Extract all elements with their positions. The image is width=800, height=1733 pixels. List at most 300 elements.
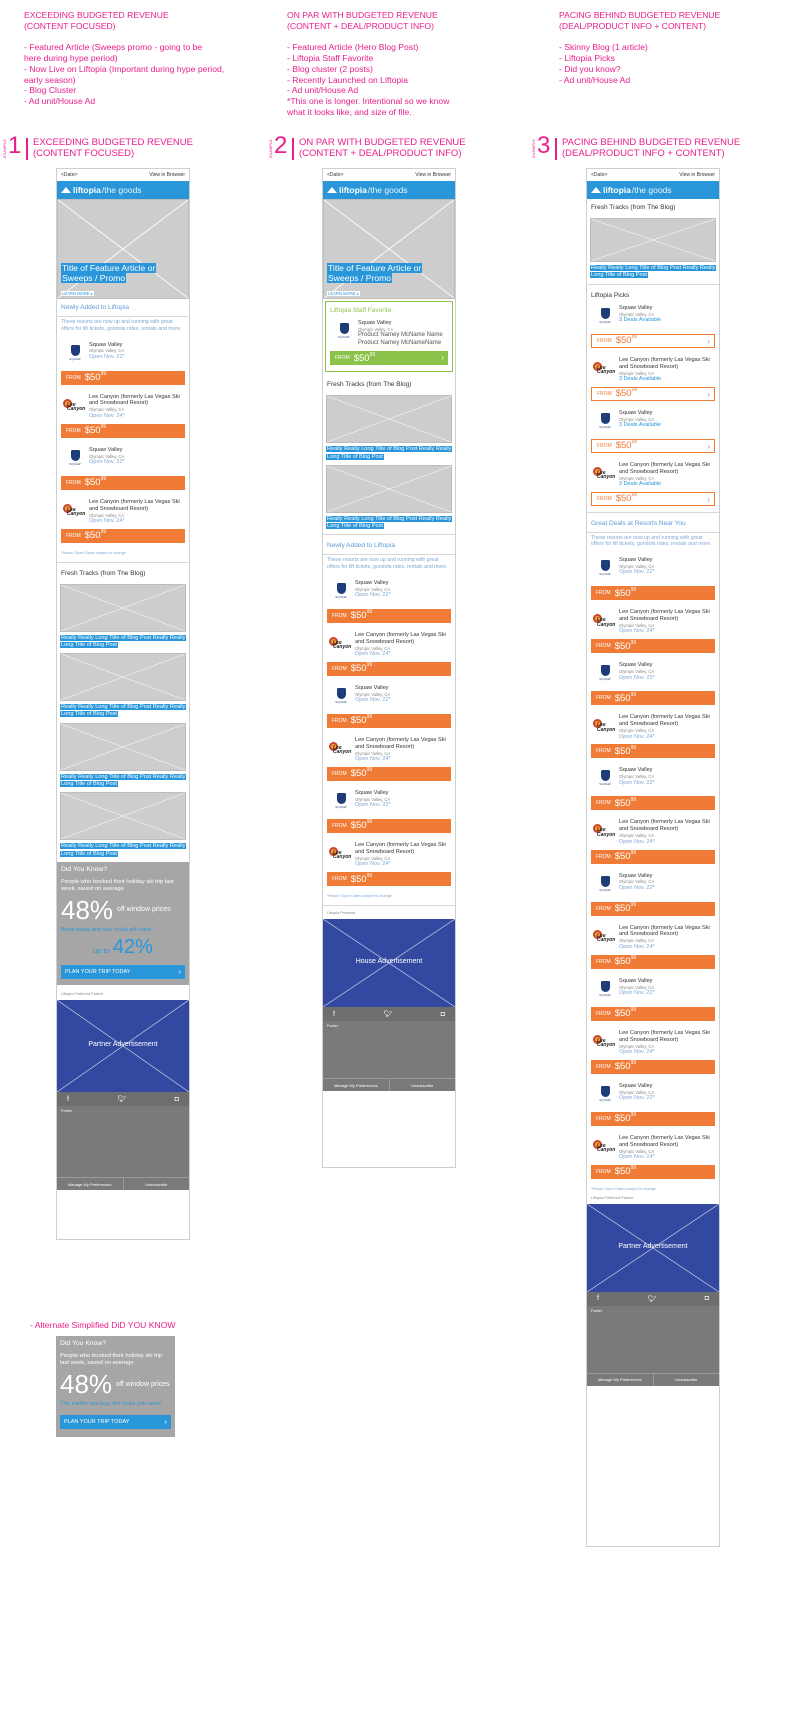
resort-name: Squaw Valley bbox=[619, 977, 653, 984]
divider bbox=[57, 562, 189, 563]
hero-title[interactable]: Title of Feature Article or Sweeps / Promo bbox=[328, 263, 422, 284]
resort-location: Olympic Valley, CA bbox=[355, 691, 391, 697]
resort-item[interactable] bbox=[323, 629, 455, 660]
deals-available-link[interactable]: 3 Deals Available bbox=[619, 375, 662, 382]
lee-canyon-logo-icon: Lee Canyon bbox=[62, 502, 88, 518]
example-label: EXAMPLE bbox=[531, 139, 536, 159]
blog-image[interactable] bbox=[326, 465, 452, 513]
resort-item[interactable] bbox=[587, 659, 719, 689]
resort-item[interactable] bbox=[323, 734, 455, 765]
squaw-logo-icon: SQUAW bbox=[333, 793, 349, 813]
resort-location: Olympic Valley, CA bbox=[89, 512, 125, 518]
example-number: 3 bbox=[537, 132, 551, 159]
brand-bar[interactable] bbox=[587, 181, 719, 199]
price-button[interactable]: FROM $\$50^{99}$ › bbox=[591, 492, 715, 506]
price-button[interactable]: FROM $\$50^{99}$ bbox=[327, 662, 451, 676]
resort-name: Squaw Valley bbox=[89, 341, 123, 348]
facebook-icon[interactable]: f bbox=[333, 1010, 335, 1018]
resort-item[interactable] bbox=[587, 354, 719, 385]
resort-location: Olympic Valley, CA bbox=[619, 774, 655, 780]
resort-location: Olympic Valley, CA bbox=[89, 407, 125, 413]
brand-tag: /the goods bbox=[367, 185, 408, 195]
blog-title[interactable]: Really Really Long Title of Blog Post Really Really Long Title of Blog Post bbox=[327, 446, 452, 460]
resort-open-date: Open Nov. 24* bbox=[355, 756, 391, 763]
dyk-percent: 48% bbox=[60, 1369, 113, 1400]
resort-name: Lee Canyon (formerly Las Vegas Ski and Snowboard Resort) bbox=[619, 609, 710, 623]
note-col-2 bbox=[287, 10, 477, 118]
resort-location: Olympic Valley, CA bbox=[89, 453, 125, 459]
resort-location: Olympic Valley, CA bbox=[355, 586, 391, 592]
divider bbox=[555, 138, 557, 160]
resort-open-date: Open Nov. 22* bbox=[619, 779, 655, 786]
resort-item[interactable] bbox=[587, 407, 719, 437]
example-label: EXAMPLE bbox=[2, 139, 7, 159]
section-title-fresh-tracks: Fresh Tracks (from The Blog) bbox=[591, 204, 676, 211]
dyk-title: Did You Know? bbox=[60, 1340, 107, 1347]
twitter-icon[interactable]: 🐦︎ bbox=[647, 1295, 657, 1303]
price-button[interactable]: FROM $\$50^{99}$ bbox=[591, 691, 715, 705]
lee-canyon-logo-icon: Lee Canyon bbox=[328, 740, 354, 756]
email-example-1 bbox=[56, 168, 190, 1240]
facebook-icon[interactable]: f bbox=[67, 1095, 69, 1103]
brand-name: liftopia bbox=[603, 185, 631, 195]
price-button[interactable]: FROM $\$50^{99}$ bbox=[327, 609, 451, 623]
date-label: <Date> bbox=[61, 172, 78, 178]
unsubscribe-link[interactable]: Unsubscribe bbox=[145, 1181, 168, 1187]
learn-more-link[interactable]: LEARN MORE ▸ bbox=[62, 291, 93, 296]
resort-open-date: Open Nov. 22* bbox=[619, 989, 655, 996]
resort-item[interactable] bbox=[587, 1132, 719, 1163]
note-item: - Liftopia Picks bbox=[559, 53, 615, 64]
resort-open-date: Open Nov. 24* bbox=[619, 1153, 655, 1160]
resort-open-date: Open Nov. 24* bbox=[89, 412, 125, 419]
view-in-browser-link[interactable]: View in Browser bbox=[149, 172, 185, 178]
hero-image[interactable] bbox=[57, 199, 189, 299]
price-button[interactable]: FROM $\$50^{99}$ bbox=[327, 819, 451, 833]
resort-location: Olympic Valley, CA bbox=[355, 796, 391, 802]
view-in-browser-link[interactable]: View in Browser bbox=[415, 172, 451, 178]
price-button[interactable]: FROM $\$50^{99}$ › bbox=[591, 439, 715, 453]
resort-open-date: Open Nov. 22* bbox=[355, 592, 391, 599]
section-title-staff-favorite: Liftopia Staff Favorite bbox=[330, 307, 392, 314]
ad-label: Partner Advertisement bbox=[618, 1242, 688, 1250]
resort-open-date: Open Nov. 24* bbox=[619, 838, 655, 845]
partner-ad[interactable] bbox=[57, 1000, 189, 1092]
mountain-logo-icon bbox=[61, 187, 71, 193]
lee-canyon-logo-icon: Lee Canyon bbox=[592, 1138, 618, 1154]
resort-open-date: Open Nov. 22* bbox=[619, 569, 655, 576]
resort-item[interactable] bbox=[587, 302, 719, 332]
resort-item[interactable] bbox=[587, 711, 719, 742]
resort-item[interactable] bbox=[587, 606, 719, 637]
price-button[interactable]: FROM $\$50^{99}$ bbox=[591, 955, 715, 969]
note-title: PACING BEHIND BUDGETED REVENUE (DEAL/PRODUCT INFO + CONTENT) bbox=[559, 10, 721, 31]
resort-open-date: Open Nov. 22* bbox=[355, 802, 391, 809]
resort-location: Olympic Valley, CA bbox=[619, 311, 655, 317]
resort-open-date: Open Nov. 22* bbox=[89, 458, 125, 465]
brand-name: liftopia bbox=[73, 185, 101, 195]
alternate-did-you-know bbox=[56, 1336, 175, 1437]
squaw-logo-icon: SQUAW bbox=[597, 981, 613, 1001]
squaw-logo-icon: SQUAW bbox=[597, 1086, 613, 1106]
resort-location: Olympic Valley, CA bbox=[358, 326, 394, 332]
squaw-logo-icon: SQUAW bbox=[333, 688, 349, 708]
example-label: EXAMPLE bbox=[268, 139, 273, 159]
resort-location: Olympic Valley, CA bbox=[619, 475, 655, 481]
blog-image[interactable] bbox=[326, 395, 452, 443]
resort-location: Olympic Valley, CA bbox=[619, 564, 655, 570]
footer-label: Footer bbox=[591, 1308, 602, 1313]
resort-location: Olympic Valley, CA bbox=[619, 1089, 655, 1095]
chevron-right-icon: › bbox=[707, 336, 710, 346]
resort-name: Squaw Valley bbox=[355, 579, 389, 586]
chevron-right-icon: › bbox=[178, 967, 181, 977]
note-col-1 bbox=[24, 10, 244, 107]
squaw-logo-icon: SQUAW bbox=[597, 308, 613, 328]
resort-name: Lee Canyon (formerly Las Vegas Ski and Snowboard Resort) bbox=[89, 393, 180, 407]
resort-name: Lee Canyon (formerly Las Vegas Ski and Snowboard Resort) bbox=[89, 498, 180, 512]
example-number: 1 bbox=[8, 132, 22, 159]
social-bar bbox=[323, 1007, 455, 1021]
divider bbox=[323, 554, 455, 555]
dyk-text: People who booked their holiday ski trip last week, saved on average bbox=[60, 1353, 163, 1367]
resort-item[interactable] bbox=[587, 922, 719, 953]
resort-footnote: *Resort Open Dates subject to change bbox=[591, 1186, 656, 1191]
resort-item[interactable] bbox=[587, 816, 719, 847]
resort-item[interactable] bbox=[323, 577, 455, 607]
section-title-newly-added: Newly Added to Liftopia bbox=[327, 542, 395, 550]
plan-trip-button[interactable]: PLAN YOUR TRIP TODAY › bbox=[60, 1415, 171, 1429]
alternate-label: - Alternate Simplified DiD YOU KNOW bbox=[30, 1320, 176, 1330]
brand-bar[interactable] bbox=[57, 181, 189, 199]
email-example-3 bbox=[586, 168, 720, 1547]
resort-item[interactable] bbox=[587, 1027, 719, 1058]
footer-label: Footer bbox=[61, 1109, 72, 1114]
note-item: - Ad unit/House Ad bbox=[559, 74, 631, 85]
lee-canyon-logo-icon: Lee Canyon bbox=[62, 397, 88, 413]
divider bbox=[323, 905, 455, 906]
divider bbox=[26, 138, 28, 160]
note-item: - Did you know? bbox=[559, 63, 621, 74]
blog-image[interactable] bbox=[60, 653, 186, 701]
note-item: - Blog Cluster bbox=[24, 85, 77, 96]
section-title-newly-added: Newly Added to Liftopia bbox=[61, 304, 129, 311]
price-button[interactable]: FROM $\$50^{99}$ bbox=[61, 529, 185, 543]
example-title: EXCEEDING BUDGETED REVENUE (CONTENT FOCUSED) bbox=[33, 137, 193, 159]
resort-name: Squaw Valley bbox=[619, 767, 653, 774]
resort-location: Olympic Valley, CA bbox=[619, 669, 655, 675]
price-button[interactable]: FROM $\$50^{99}$ bbox=[591, 586, 715, 600]
staff-favorite-module bbox=[325, 301, 453, 372]
email-footer bbox=[57, 1106, 189, 1190]
section-intro: These resorts are now up and running with great offers for lift tickets, gondola rides, rentals and more. bbox=[591, 534, 712, 548]
lee-canyon-logo-icon: Lee Canyon bbox=[592, 612, 618, 628]
lee-canyon-logo-icon: Lee Canyon bbox=[592, 465, 618, 481]
resort-name: Squaw Valley bbox=[358, 320, 392, 326]
note-item: - Featured Article (Hero Blog Post) bbox=[287, 42, 419, 53]
manage-preferences-link[interactable]: Manage My Preferences bbox=[57, 1178, 124, 1190]
squaw-logo-icon: SQUAW bbox=[67, 450, 83, 470]
blog-title[interactable]: Really Really Long Title of Blog Post Really Really Long Title of Blog Post bbox=[327, 515, 452, 530]
divider bbox=[587, 284, 719, 285]
lee-canyon-logo-icon: Lee Canyon bbox=[592, 928, 618, 944]
divider bbox=[587, 512, 719, 513]
dyk-text-secondary: The earlier you buy, the more you save! bbox=[60, 1401, 162, 1408]
price-button[interactable]: FROM $\$50^{99}$ › bbox=[330, 351, 448, 365]
section-title-picks: Liftopia Picks bbox=[591, 291, 630, 299]
resort-name: Squaw Valley bbox=[619, 409, 653, 416]
squaw-logo-icon: SQUAW bbox=[336, 323, 352, 343]
resort-name: Lee Canyon (formerly Las Vegas Ski and Snowboard Resort) bbox=[619, 356, 710, 370]
chevron-right-icon: › bbox=[164, 1417, 167, 1427]
resort-location: Olympic Valley, CA bbox=[619, 1148, 655, 1154]
twitter-icon[interactable]: 🐦︎ bbox=[383, 1011, 393, 1019]
house-ad[interactable] bbox=[323, 919, 455, 1007]
price-button[interactable]: FROM $\$50^{99}$ bbox=[61, 476, 185, 490]
view-in-browser-link[interactable]: View in Browser bbox=[679, 172, 715, 178]
resort-item[interactable] bbox=[57, 496, 189, 527]
lee-canyon-logo-icon: Lee Canyon bbox=[592, 717, 618, 733]
note-item: - Liftopia Staff Favorite bbox=[287, 53, 374, 64]
resort-location: Olympic Valley, CA bbox=[619, 879, 655, 885]
note-item: - Blog cluster (2 posts) bbox=[287, 63, 373, 74]
instagram-icon[interactable]: ◘ bbox=[704, 1295, 709, 1303]
price-button[interactable]: FROM $\$50^{99}$ bbox=[327, 714, 451, 728]
chevron-right-icon: › bbox=[441, 353, 444, 363]
divider bbox=[57, 316, 189, 317]
dyk-percent-label: off window prices bbox=[117, 906, 171, 914]
price-button[interactable]: FROM $\$50^{99}$ bbox=[591, 796, 715, 810]
resort-name: Squaw Valley bbox=[619, 304, 653, 311]
resort-name: Lee Canyon (formerly Las Vegas Ski and Snowboard Resort) bbox=[355, 736, 446, 750]
resort-open-date: Open Nov. 22* bbox=[355, 697, 391, 704]
ad-label: House Advertisement bbox=[355, 957, 423, 965]
squaw-logo-icon: SQUAW bbox=[597, 413, 613, 433]
resort-item[interactable] bbox=[323, 839, 455, 870]
resort-item[interactable] bbox=[587, 1080, 719, 1110]
blog-image[interactable] bbox=[60, 792, 186, 840]
date-label: <Date> bbox=[591, 172, 608, 178]
section-title-fresh-tracks: Fresh Tracks (from The Blog) bbox=[327, 381, 412, 389]
divider bbox=[323, 534, 455, 535]
divider bbox=[587, 532, 719, 533]
price-button[interactable]: FROM $\$50^{99}$ bbox=[61, 371, 185, 385]
squaw-logo-icon: SQUAW bbox=[597, 560, 613, 580]
resort-item[interactable] bbox=[57, 339, 189, 369]
did-you-know-module bbox=[57, 862, 189, 985]
note-item: - Skinny Blog (1 article) bbox=[559, 42, 648, 53]
lee-canyon-logo-icon: Lee Canyon bbox=[328, 635, 354, 651]
note-item: - Ad unit/House Ad bbox=[287, 85, 359, 96]
resort-item[interactable] bbox=[57, 391, 189, 422]
resort-item[interactable] bbox=[587, 459, 719, 490]
deals-available-link[interactable]: 3 Deals Available bbox=[619, 480, 662, 487]
resort-name: Lee Canyon (formerly Las Vegas Ski and Snowboard Resort) bbox=[355, 841, 446, 855]
deals-available-link[interactable]: 3 Deals Available bbox=[619, 316, 662, 323]
squaw-logo-icon: SQUAW bbox=[597, 876, 613, 896]
partner-label: Liftopia Preferred Partner bbox=[591, 1195, 634, 1200]
section-title-fresh-tracks: Fresh Tracks (from The Blog) bbox=[61, 569, 146, 577]
social-bar bbox=[57, 1092, 189, 1106]
lee-canyon-logo-icon: Lee Canyon bbox=[592, 360, 618, 376]
resort-location: Olympic Valley, CA bbox=[619, 370, 655, 376]
resort-item[interactable] bbox=[587, 554, 719, 584]
price-button[interactable]: FROM $\$50^{99}$ bbox=[591, 1007, 715, 1021]
price-button[interactable]: FROM $\$50^{99}$ bbox=[591, 744, 715, 758]
resort-name: Lee Canyon (formerly Las Vegas Ski and Snowboard Resort) bbox=[619, 924, 710, 938]
resort-name: Squaw Valley bbox=[619, 662, 653, 669]
blog-title[interactable]: Really Really Long Title of Blog Post Really Really Long Title of Blog Post bbox=[61, 704, 186, 718]
chevron-right-icon: › bbox=[707, 441, 710, 451]
resort-item[interactable] bbox=[587, 975, 719, 1005]
social-bar bbox=[587, 1292, 719, 1306]
price-button[interactable]: FROM $\$50^{99}$ bbox=[591, 1165, 715, 1179]
note-item: - Featured Article (Sweeps promo - going to be here during hype period) bbox=[24, 42, 203, 64]
dyk-text-secondary: Book today and you could still save bbox=[61, 927, 152, 934]
resort-item[interactable] bbox=[323, 787, 455, 817]
email-topbar bbox=[323, 169, 455, 181]
squaw-logo-icon: SQUAW bbox=[67, 345, 83, 365]
resort-name: Squaw Valley bbox=[89, 446, 123, 453]
note-item: - Ad unit/House Ad bbox=[24, 96, 96, 107]
price-button[interactable]: FROM $\$50^{99}$ bbox=[591, 1060, 715, 1074]
price-button[interactable]: FROM $\$50^{99}$ bbox=[61, 424, 185, 438]
resort-item[interactable] bbox=[587, 764, 719, 794]
chevron-right-icon: › bbox=[707, 494, 710, 504]
facebook-icon[interactable]: f bbox=[597, 1295, 599, 1303]
blog-image[interactable] bbox=[590, 218, 716, 262]
resort-name: Squaw Valley bbox=[355, 789, 389, 796]
example-number: 2 bbox=[274, 132, 288, 159]
partner-label: Liftopia Preferred Partner bbox=[61, 992, 104, 997]
instagram-icon[interactable]: ◘ bbox=[440, 1010, 445, 1018]
resort-open-date: Open Nov. 22* bbox=[619, 674, 655, 681]
price-button[interactable]: FROM $\$50^{99}$ bbox=[591, 1112, 715, 1126]
note-item: *This one is longer. Intentional so we know what it looks like, and size of file. bbox=[287, 96, 450, 117]
blog-image[interactable] bbox=[60, 584, 186, 632]
resort-location: Olympic Valley, CA bbox=[619, 833, 655, 839]
email-footer bbox=[587, 1306, 719, 1386]
resort-name: Squaw Valley bbox=[355, 684, 389, 691]
example-title: PACING BEHIND BUDGETED REVENUE (DEAL/PRODUCT INFO + CONTENT) bbox=[562, 137, 741, 159]
blog-title[interactable]: Really Really Long Title of Blog Post Really Really Long Title of Blog Post bbox=[591, 265, 716, 279]
resort-location: Olympic Valley, CA bbox=[355, 750, 391, 756]
price-button[interactable]: FROM $\$50^{99}$ bbox=[327, 767, 451, 781]
resort-item[interactable] bbox=[587, 870, 719, 900]
brand-name: liftopia bbox=[339, 185, 367, 195]
resort-open-date: Open Nov. 24* bbox=[89, 517, 125, 524]
email-topbar bbox=[57, 169, 189, 181]
resort-open-date: Open Nov. 24* bbox=[619, 1048, 655, 1055]
price-button[interactable]: FROM $\$50^{99}$ bbox=[327, 872, 451, 886]
dyk-upto-label: up to bbox=[93, 946, 110, 956]
resort-item[interactable] bbox=[57, 444, 189, 474]
example-title: ON PAR WITH BUDGETED REVENUE (CONTENT + DEAL/PRODUCT INFO) bbox=[299, 137, 466, 159]
resort-item[interactable] bbox=[323, 682, 455, 712]
resort-location: Olympic Valley, CA bbox=[619, 984, 655, 990]
price-button[interactable]: FROM $\$50^{99}$ bbox=[591, 850, 715, 864]
squaw-logo-icon: SQUAW bbox=[333, 583, 349, 603]
dyk-percent: 48% bbox=[61, 895, 114, 926]
resort-location: Olympic Valley, CA bbox=[619, 623, 655, 629]
resort-location: Olympic Valley, CA bbox=[355, 645, 391, 651]
blog-title[interactable]: Really Really Long Title of Blog Post Really Really Long Title of Blog Post bbox=[61, 773, 186, 788]
plan-trip-button[interactable]: PLAN YOUR TRIP TODAY › bbox=[61, 965, 185, 979]
mountain-logo-icon bbox=[327, 187, 337, 193]
resort-location: Olympic Valley, CA bbox=[619, 1043, 655, 1049]
twitter-icon[interactable]: 🐦︎ bbox=[117, 1096, 127, 1104]
partner-ad[interactable] bbox=[587, 1204, 719, 1292]
blog-title[interactable]: Really Really Long Title of Blog Post Really Really Long Title of Blog Post bbox=[61, 843, 186, 857]
resort-location: Olympic Valley, CA bbox=[355, 855, 391, 861]
resort-open-date: Open Nov. 22* bbox=[619, 884, 655, 891]
learn-more-link[interactable]: LEARN MORE ▸ bbox=[328, 291, 359, 296]
deals-available-link[interactable]: 3 Deals Available bbox=[619, 421, 662, 428]
note-col-3 bbox=[559, 10, 759, 85]
resort-open-date: Open Nov. 22* bbox=[89, 353, 125, 360]
dyk-title: Did You Know? bbox=[61, 865, 108, 873]
squaw-logo-icon: SQUAW bbox=[597, 770, 613, 790]
section-intro: These resorts are now up and running with great offers for lift tickets, gondola rides, rentals and more. bbox=[61, 319, 182, 332]
manage-preferences-link[interactable]: Manage My Preferences bbox=[587, 1374, 654, 1386]
resort-name: Squaw Valley bbox=[619, 872, 653, 879]
blog-image[interactable] bbox=[60, 723, 186, 771]
hero-title[interactable]: Title of Feature Article or Sweeps / Promo bbox=[62, 263, 156, 284]
resort-name: Lee Canyon (formerly Las Vegas Ski and Snowboard Resort) bbox=[355, 631, 446, 645]
resort-location: Olympic Valley, CA bbox=[619, 728, 655, 734]
resort-name: Lee Canyon (formerly Las Vegas Ski and Snowboard Resort) bbox=[619, 819, 710, 833]
note-item: - Recently Launched on Liftopia bbox=[287, 74, 408, 85]
ad-label: Partner Advertisement bbox=[88, 1040, 158, 1048]
resort-item[interactable] bbox=[326, 317, 452, 349]
resort-location: Olympic Valley, CA bbox=[89, 348, 125, 354]
resort-open-date: Open Nov. 24* bbox=[355, 651, 391, 658]
email-example-2 bbox=[322, 168, 456, 1168]
lee-canyon-logo-icon: Lee Canyon bbox=[328, 845, 354, 861]
brand-tag: /the goods bbox=[631, 185, 672, 195]
section-intro: These resorts are now up and running with great offers for lift tickets, gondola rides, rentals and more. bbox=[327, 557, 448, 571]
note-item: - Now Live on Liftopia (Important during hype period, early season) bbox=[24, 63, 225, 85]
price-button[interactable]: FROM $\$50^{99}$ › bbox=[591, 387, 715, 401]
resort-open-date: Open Nov. 24* bbox=[619, 628, 655, 635]
resort-name: Squaw Valley bbox=[619, 557, 653, 564]
dyk-percent-label: off window prices bbox=[116, 1380, 170, 1388]
resort-location: Olympic Valley, CA bbox=[619, 416, 655, 422]
price-button[interactable]: FROM $\$50^{99}$ bbox=[591, 902, 715, 916]
resort-name: Lee Canyon (formerly Las Vegas Ski and Snowboard Resort) bbox=[619, 1134, 710, 1148]
unsubscribe-link[interactable]: Unsubscribe bbox=[675, 1377, 698, 1383]
blog-title[interactable]: Really Really Long Title of Blog Post Really Really Long Title of Blog Post bbox=[61, 634, 186, 648]
price-button[interactable]: FROM $\$50^{99}$ › bbox=[591, 334, 715, 348]
instagram-icon[interactable]: ◘ bbox=[174, 1095, 179, 1103]
resort-open-date: Open Nov. 24* bbox=[355, 861, 391, 868]
footer-label: Footer bbox=[327, 1024, 338, 1029]
manage-preferences-link[interactable]: Manage My Preferences bbox=[323, 1079, 390, 1091]
resort-footnote: *Resort Open Dates subject to change bbox=[327, 894, 392, 899]
unsubscribe-link[interactable]: Unsubscribe bbox=[411, 1082, 434, 1088]
resort-name: Lee Canyon (formerly Las Vegas Ski and Snowboard Resort) bbox=[619, 714, 710, 728]
note-title: EXCEEDING BUDGETED REVENUE (CONTENT FOCUSED) bbox=[24, 10, 169, 31]
presents-label: Liftopia Presents bbox=[327, 911, 356, 916]
brand-tag: /the goods bbox=[101, 185, 142, 195]
resort-footnote: *Resort Open Dates subject to change bbox=[61, 550, 126, 555]
price-button[interactable]: FROM $\$50^{99}$ bbox=[591, 639, 715, 653]
resort-name: Squaw Valley bbox=[619, 1082, 653, 1089]
brand-bar[interactable] bbox=[323, 181, 455, 199]
divider bbox=[292, 138, 294, 160]
dyk-text: People who booked their holiday ski trip last week, saved on average bbox=[61, 878, 174, 893]
hero-image[interactable] bbox=[323, 199, 455, 299]
